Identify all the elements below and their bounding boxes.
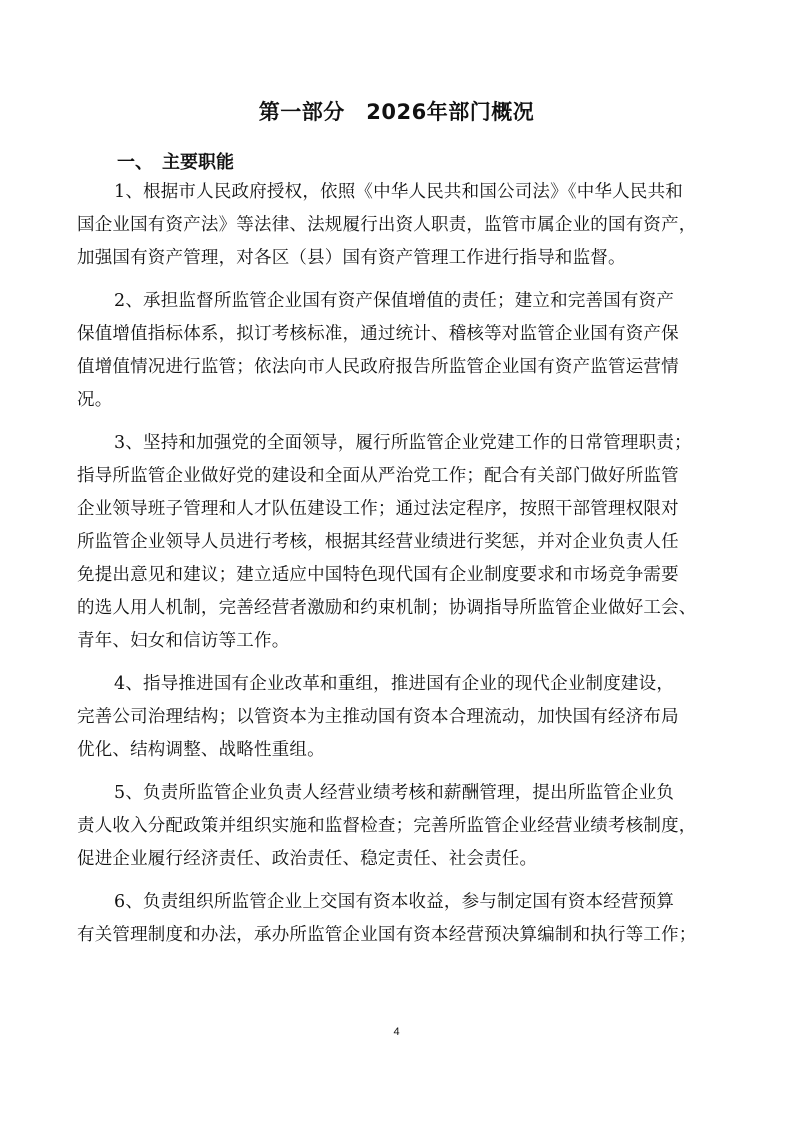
text-line: 责人收入分配政策并组织实施和监督检查；完善所监管企业经营业绩考核制度， [77, 816, 697, 836]
text-line: 的选人用人机制，完善经营者激励和约束机制；协调指导所监管企业做好工会、 [77, 598, 697, 618]
text-line: 促进企业履行经济责任、政治责任、稳定责任、社会责任。 [77, 849, 538, 869]
paragraph-duty-1 [77, 176, 717, 275]
text-line: 6、负责组织所监管企业上交国有资本收益，参与制定国有资本经营预算 [114, 892, 675, 912]
paragraph-duty-6 [77, 886, 717, 952]
text-line: 有关管理制度和办法，承办所监管企业国有资本经营预决算编制和执行等工作； [77, 925, 697, 945]
body-text [77, 176, 717, 962]
page-title: 第一部分 2026年部门概况 [258, 100, 535, 124]
text-line: 况。 [77, 390, 113, 410]
paragraph-duty-3 [77, 427, 717, 658]
text-line: 1、根据市人民政府授权，依照《中华人民共和国公司法》《中华人民共和 [114, 182, 683, 202]
text-line: 指导所监管企业做好党的建设和全面从严治党工作；配合有关部门做好所监管 [77, 466, 679, 486]
section-heading: 一、 主要职能 [117, 152, 234, 173]
text-line: 国企业国有资产法》等法律、法规履行出资人职责，监管市属企业的国有资产， [77, 215, 697, 235]
text-line: 3、坚持和加强党的全面领导，履行所监管企业党建工作的日常管理职责； [114, 433, 692, 453]
text-line: 5、负责所监管企业负责人经营业绩考核和薪酬管理，提出所监管企业负 [114, 783, 675, 803]
text-line: 青年、妇女和信访等工作。 [77, 631, 290, 651]
text-line: 完善公司治理结构；以管资本为主推动国有资本合理流动，加快国有经济布局 [77, 707, 679, 727]
text-line: 加强国有资产管理，对各区（县）国有资产管理工作进行指导和监督。 [77, 248, 626, 268]
text-line: 保值增值指标体系，拟订考核标准，通过统计、稽核等对监管企业国有资产保 [77, 324, 679, 344]
page-number: 4 [393, 1026, 400, 1038]
text-line: 2、承担监督所监管企业国有资产保值增值的责任；建立和完善国有资产 [114, 291, 675, 311]
text-line: 值增值情况进行监管；依法向市人民政府报告所监管企业国有资产监管运营情 [77, 357, 679, 377]
text-line: 4、指导推进国有企业改革和重组，推进国有企业的现代企业制度建设， [114, 674, 675, 694]
text-line: 企业领导班子管理和人才队伍建设工作；通过法定程序，按照干部管理权限对 [77, 499, 679, 519]
paragraph-duty-2 [77, 285, 717, 417]
paragraph-duty-5 [77, 777, 717, 876]
text-line: 免提出意见和建议；建立适应中国特色现代国有企业制度要求和市场竞争需要 [77, 565, 679, 585]
text-line: 所监管企业领导人员进行考核，根据其经营业绩进行奖惩，并对企业负责人任 [77, 532, 679, 552]
text-line: 优化、结构调整、战略性重组。 [77, 740, 325, 760]
paragraph-duty-4 [77, 668, 717, 767]
